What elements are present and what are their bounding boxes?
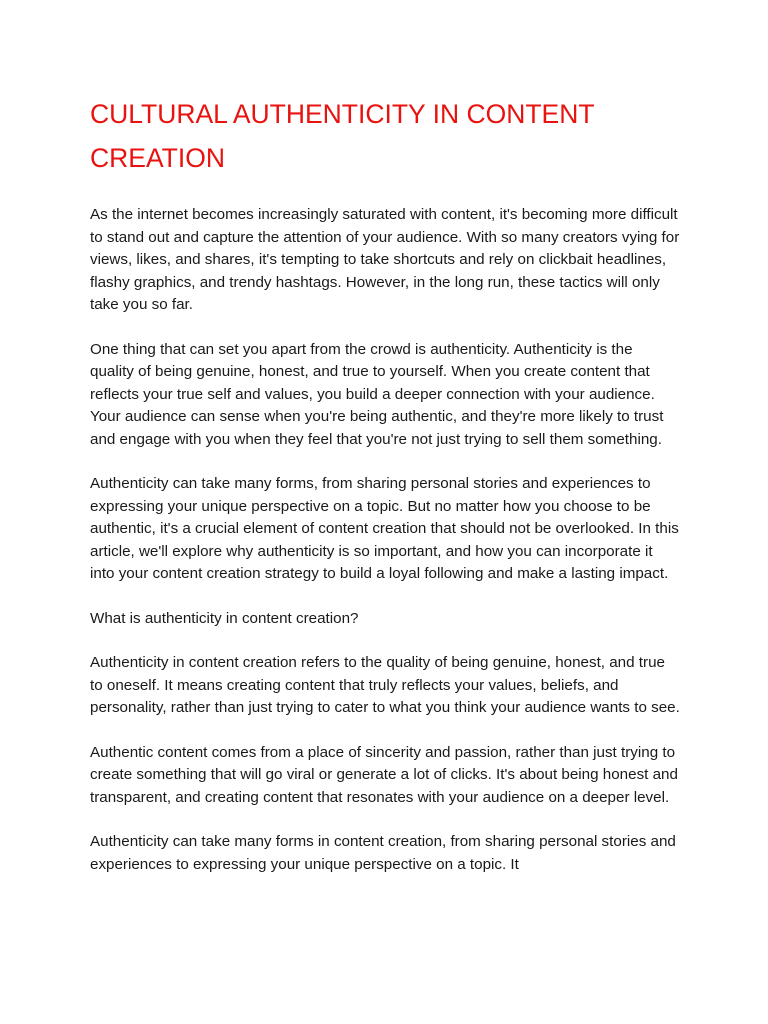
paragraph-authenticity-forms: Authenticity can take many forms, from sharing personal stories and experiences to expressing your unique perspective on a topic. But no matter how you choose to be authentic, it's a crucial element of content creation that should not be overlooked. In this article, we'll explore why authenticity is so important, and how you can incorporate it into your content creation strategy to build a loyal following and make a lasting impact. bbox=[90, 475, 679, 582]
paragraph-authenticity-many-forms: Authenticity can take many forms in content creation, from sharing personal stories and experiences to expressing your unique perspective on a topic. It bbox=[90, 833, 676, 873]
paragraph-intro: As the internet becomes increasingly saturated with content, it's becoming more difficult to stand out and capture the attention of your audience. With so many creators vying for views, likes, and shares, it's tempting to take shortcuts and rely on clickbait headlines, flashy graphics, and trendy hashtags. However, in the long run, these tactics will only take you so far. bbox=[90, 206, 680, 313]
document-content bbox=[90, 92, 680, 898]
section-heading-what-is-authenticity: What is authenticity in content creation? bbox=[90, 609, 359, 627]
paragraph-authenticity-meaning: Authenticity in content creation refers to the quality of being genuine, honest, and true to oneself. It means creating content that truly reflects your values, beliefs, and personality, rather than just trying to cater to what you think your audience wants to see. bbox=[90, 654, 680, 716]
document-body bbox=[90, 204, 680, 876]
document-title: CULTURAL AUTHENTICITY IN CONTENT CREATION bbox=[90, 99, 595, 173]
paragraph-authentic-content: Authentic content comes from a place of sincerity and passion, rather than just trying to create something that will go viral or generate a lot of clicks. It's about being honest and transparent, and creating content that resonates with your audience on a deeper level. bbox=[90, 743, 678, 806]
paragraph-authenticity-definition: One thing that can set you apart from the crowd is authenticity. Authenticity is the quality of being genuine, honest, and true to yourself. When you create content that reflects your true self and values, you build a deeper connection with your audience. Your audience can sense when you're being authentic, and they're more likely to trust and engage with you when they feel that you're not just trying to sell them something. bbox=[90, 340, 664, 448]
